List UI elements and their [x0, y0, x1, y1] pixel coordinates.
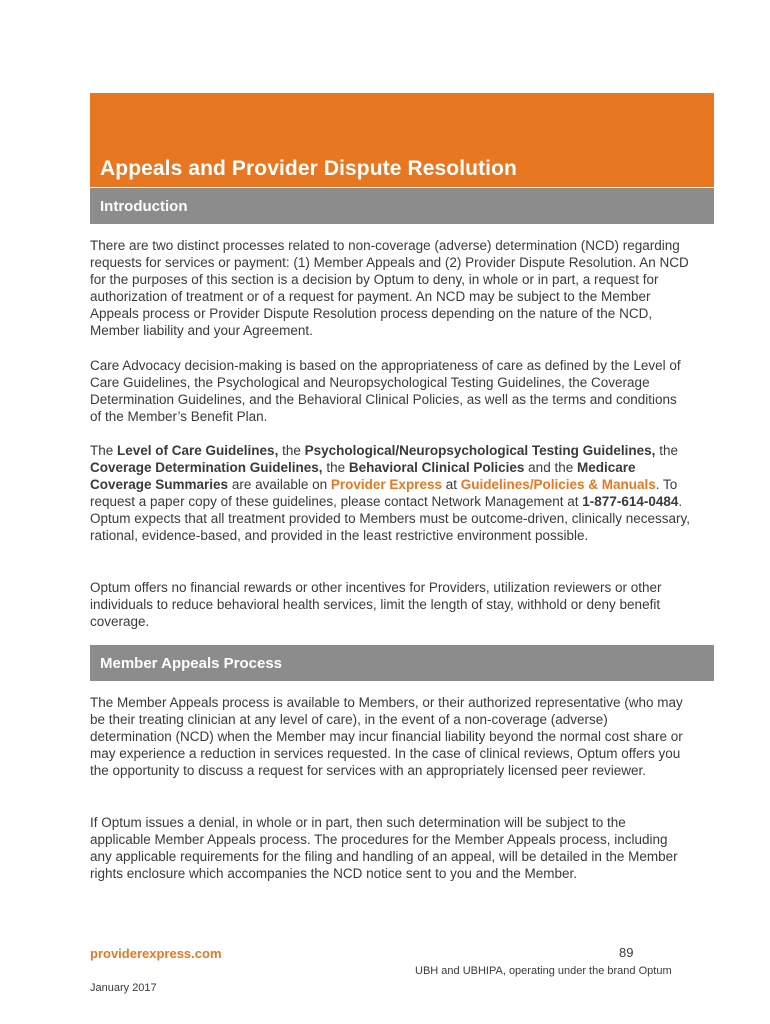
text-run: . Optum expects that all treatment provided to Members must be outcome-driven, clinically necessary, rational, evidence-based, and provided in the least restrictive environment possible. — [90, 494, 691, 543]
member-paragraph-1: The Member Appeals process is available to Members, or their authorized representative (who may be their treating clinician at any level of care), in the event of a non-coverage (adverse) determination (NCD) when the Member may incur financial liability beyond the normal cost share or may experience a reduction in services requested. In the case of clinical reviews, Optum offers you the opportunity to discuss a request for services with an appropriately licensed peer reviewer. — [90, 695, 683, 778]
page-number: 89 — [619, 945, 634, 960]
bold-term: Behavioral Clinical Policies — [348, 460, 525, 475]
intro-paragraph-4: Optum offers no financial rewards or other incentives for Providers, utilization reviewers or other individuals to reduce behavioral health services, limit the length of stay, withhold or deny benefit coverage. — [90, 580, 662, 629]
intro-paragraph-2: Care Advocacy decision-making is based on the appropriateness of care as defined by the Level of Care Guidelines, the Psychological and Neuropsychological Testing Guidelines, the Coverage Determination Guidelines, and the Behavioral Clinical Policies, as well as the terms and conditions of the Member’s Benefit Plan. — [90, 358, 681, 424]
member-paragraph-2: If Optum issues a denial, in whole or in part, then such determination will be subject to the applicable Member Appeals process. The procedures for the Member Appeals process, including any applicable requirements for the filing and handling of an appeal, will be detailed in the Member rights enclosure which accompanies the NCD notice sent to you and the Member. — [90, 815, 678, 881]
intro-paragraph-3 — [90, 442, 690, 544]
footer-date: January 2017 — [90, 982, 157, 994]
title-banner — [90, 93, 714, 187]
phone-number: 1-877-614-0484 — [582, 494, 679, 509]
text-run: at — [441, 477, 461, 492]
page-title: Appeals and Provider Dispute Resolution — [100, 157, 517, 180]
text-run: the — [655, 443, 678, 458]
footer-url[interactable]: providerexpress.com — [90, 946, 222, 961]
bold-term: Psychological/Neuropsychological Testing Guidelines, — [304, 443, 656, 458]
bold-term: Level of Care Guidelines, — [117, 443, 279, 458]
intro-paragraph-1: There are two distinct processes related to non-coverage (adverse) determination (NCD) regarding requests for services or payment: (1) Member Appeals and (2) Provider Dispute Resolution. An NCD for the purposes of this section is a decision by Optum to deny, in whole or in part, a request for authorization of treatment or of a request for payment. An NCD may be subject to the Member Appeals process or Provider Dispute Resolution process depending on the nature of the NCD, Member liability and your Agreement. — [90, 238, 689, 338]
text-run: . To request a paper copy of these guidelines, please contact Network Management at — [90, 477, 678, 509]
bold-term: Medicare Coverage Summaries — [90, 460, 636, 492]
text-run: and the — [524, 460, 577, 475]
text-run: the — [322, 460, 349, 475]
provider-express-link[interactable]: Provider Express — [330, 477, 442, 492]
text-run: the — [278, 443, 305, 458]
bold-term: Coverage Determination Guidelines, — [90, 460, 323, 475]
guidelines-policies-link[interactable]: Guidelines/Policies & Manuals — [460, 477, 656, 492]
footer-brand: UBH and UBHIPA, operating under the brand Optum — [415, 965, 672, 977]
text-run: The — [90, 443, 118, 458]
text-run: are available on — [228, 477, 331, 492]
section-heading-introduction: Introduction — [90, 188, 714, 224]
section-heading-member-appeals: Member Appeals Process — [90, 645, 714, 681]
